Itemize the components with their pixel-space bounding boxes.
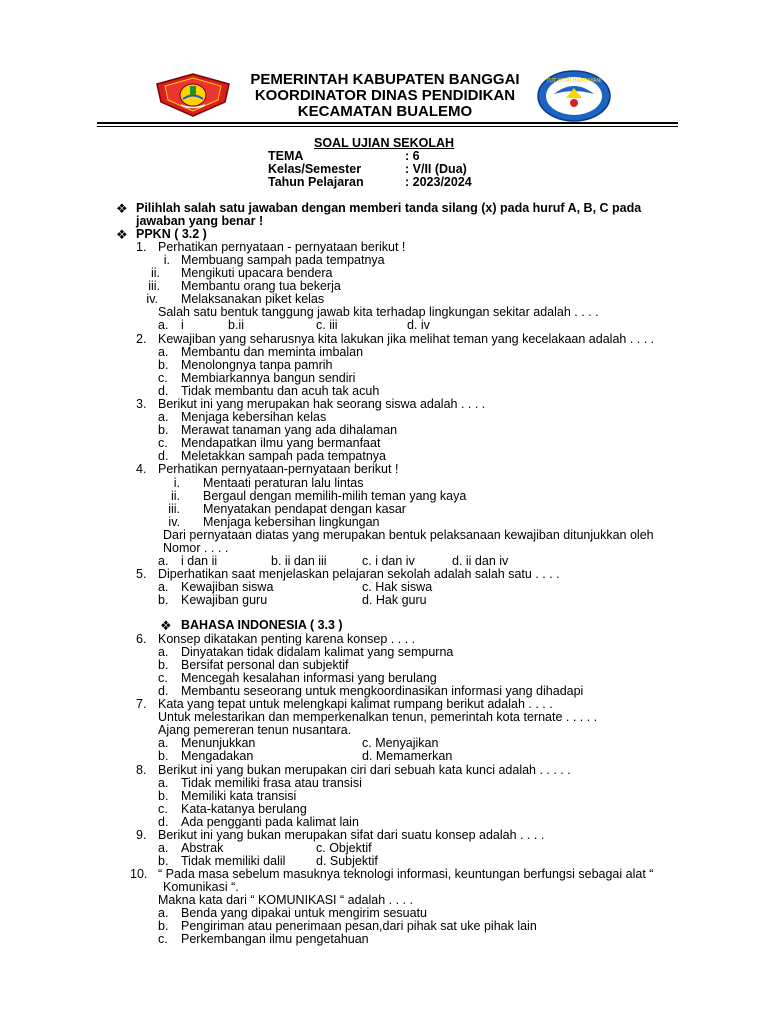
option-text: d. ii dan iv — [452, 554, 509, 568]
option-letter: a. — [158, 345, 169, 359]
option-letter: b. — [158, 749, 169, 763]
question-number: 2. — [136, 332, 147, 346]
option-text: Mendapatkan ilmu yang bermanfaat — [181, 436, 381, 450]
instruction-line-1: Pilihlah salah satu jawaban dengan memberi tanda silang (x) pada huruf A, B, C pada — [136, 201, 642, 215]
roman-numeral: i. — [163, 253, 170, 267]
option-letter: a. — [158, 554, 169, 568]
option-text: c. i dan iv — [362, 554, 415, 568]
option-text: Ada pengganti pada kalimat lain — [181, 815, 359, 829]
question-prompt: Salah satu bentuk tanggung jawab kita terhadap lingkungan sekitar adalah . . . . — [158, 305, 599, 319]
field-value: : V/II (Dua) — [405, 162, 467, 176]
header-rule-thick — [97, 122, 678, 124]
question-prompt: Makna kata dari “ KOMUNIKASI “ adalah . . . . — [158, 893, 413, 907]
option-text: b. ii dan iii — [271, 554, 327, 568]
question-number: 4. — [136, 462, 147, 476]
question-number: 7. — [136, 697, 147, 711]
option-letter: a. — [158, 318, 169, 332]
option-text: Tidak memiliki frasa atau transisi — [181, 776, 362, 790]
roman-numeral: ii. — [150, 266, 160, 280]
option-text: c. Hak siswa — [362, 580, 433, 594]
question-text: Diperhatikan saat menjelaskan pelajaran sekolah adalah salah satu . . . . — [158, 567, 560, 581]
field-label: TEMA — [268, 149, 304, 163]
option-text: Pengiriman atau penerimaan pesan,dari pihak sat uke pihak lain — [181, 919, 537, 933]
option-text: Kata-katanya berulang — [181, 802, 307, 816]
question-text: Perhatikan pernyataan - pernyataan berikut ! — [158, 240, 406, 254]
question-number: 9. — [136, 828, 147, 842]
question-number: 6. — [136, 632, 147, 646]
list-item: Mentaati peraturan lalu lintas — [203, 476, 364, 490]
question-text: Kewajiban yang seharusnya kita lakukan jika melihat teman yang kecelakaan adalah . . . . — [158, 332, 655, 346]
option-text: Membiarkannya bangun sendiri — [181, 371, 356, 385]
list-item: Menyatakan pendapat dengan kasar — [203, 502, 406, 516]
option-text: b.ii — [228, 318, 244, 332]
option-text: d. Hak guru — [362, 593, 427, 607]
option-text: Merawat tanaman yang ada dihalaman — [181, 423, 398, 437]
field-label: Kelas/Semester — [268, 162, 362, 176]
question-text: Berikut ini yang merupakan hak seorang siswa adalah . . . . — [158, 397, 486, 411]
option-text: Tidak membantu dan acuh tak acuh — [181, 384, 380, 398]
header-line-1: PEMERINTAH KABUPATEN BANGGAI — [250, 71, 520, 88]
roman-numeral: iv. — [146, 292, 158, 306]
question-number: 5. — [136, 567, 147, 581]
question-text: Berikut ini yang bukan merupakan sifat dari suatu konsep adalah . . . . — [158, 828, 545, 842]
option-letter: b. — [158, 423, 169, 437]
list-item: Menjaga kebersihan lingkungan — [203, 515, 380, 529]
list-item: Mengikuti upacara bendera — [181, 266, 333, 280]
option-text: Benda yang dipakai untuk mengirim sesuatu — [181, 906, 427, 920]
option-text: Abstrak — [181, 841, 224, 855]
question-prompt: Dari pernyataan diatas yang merupakan bentuk pelaksanaan kewajiban ditunjukkan oleh — [163, 528, 654, 542]
option-text: d. Subjektif — [316, 854, 378, 868]
list-item: Membuang sampah pada tempatnya — [181, 253, 385, 267]
roman-numeral: iii. — [168, 502, 180, 516]
question-text-continued: Komunikasi “. — [163, 880, 239, 894]
option-letter: d. — [158, 384, 169, 398]
option-letter: b. — [158, 919, 169, 933]
option-text: Memiliki kata transisi — [181, 789, 297, 803]
option-text: d. iv — [407, 318, 430, 332]
list-item: Melaksanakan piket kelas — [181, 292, 325, 306]
option-text: c. Menyajikan — [362, 736, 439, 750]
option-text: Bersifat personal dan subjektif — [181, 658, 349, 672]
logo-motto-text: TUT WURI HANDAYANI — [546, 78, 602, 84]
option-letter: a. — [158, 580, 169, 594]
option-letter: c. — [158, 371, 168, 385]
option-text: i dan ii — [181, 554, 218, 568]
question-text: “ Pada masa sebelum masuknya teknologi informasi, keuntungan berfungsi sebagai alat “ — [158, 867, 654, 881]
question-number: 10. — [130, 867, 148, 881]
instruction-line-2: jawaban yang benar ! — [136, 214, 264, 228]
option-letter: b. — [158, 593, 169, 607]
section-bahasa-indonesia-heading: BAHASA INDONESIA ( 3.3 ) — [181, 618, 343, 632]
option-letter: a. — [158, 410, 169, 424]
field-value: : 2023/2024 — [405, 175, 472, 189]
roman-numeral: iii. — [148, 279, 160, 293]
section-ppkn-heading: PPKN ( 3.2 ) — [136, 227, 207, 241]
option-letter: a. — [158, 841, 169, 855]
header-line-3: KECAMATAN BUALEMO — [297, 103, 473, 120]
question-text: Kata yang tepat untuk melengkapi kalimat rumpang berikut adalah . . . . — [158, 697, 553, 711]
question-text: Perhatikan pernyataan-pernyataan berikut ! — [158, 462, 399, 476]
option-letter: b. — [158, 358, 169, 372]
option-text: Kewajiban guru — [181, 593, 268, 607]
option-letter: a. — [158, 736, 169, 750]
question-number: 3. — [136, 397, 147, 411]
bullet-icon: ❖ — [160, 618, 172, 633]
list-item: Membantu orang tua bekerja — [181, 279, 341, 293]
bullet-icon: ❖ — [116, 227, 128, 242]
question-text: Konsep dikatakan penting karena konsep . . . . — [158, 632, 416, 646]
question-prompt: Untuk melestarikan dan memperkenalkan tenun, pemerintah kota ternate . . . . . — [158, 710, 598, 724]
option-letter: c. — [158, 932, 168, 946]
option-text: Dinyatakan tidak didalam kalimat yang sempurna — [181, 645, 454, 659]
option-text: Mencegah kesalahan informasi yang berulang — [181, 671, 437, 685]
option-text: Membantu seseorang untuk mengkoordinasikan informasi yang dihadapi — [181, 684, 584, 698]
option-letter: b. — [158, 658, 169, 672]
option-text: Mengadakan — [181, 749, 254, 763]
question-prompt: Nomor . . . . — [163, 541, 229, 555]
option-text: Perkembangan ilmu pengetahuan — [181, 932, 369, 946]
exam-title: SOAL UJIAN SEKOLAH — [314, 136, 455, 150]
question-number: 8. — [136, 763, 147, 777]
header-line-2: KOORDINATOR DINAS PENDIDIKAN — [254, 87, 516, 104]
option-text: c. iii — [316, 318, 338, 332]
roman-numeral: i. — [173, 476, 180, 490]
bullet-icon: ❖ — [116, 201, 128, 216]
field-value: : 6 — [405, 149, 420, 163]
option-text: Meletakkan sampah pada tempatnya — [181, 449, 386, 463]
roman-numeral: ii. — [170, 489, 180, 503]
option-letter: d. — [158, 684, 169, 698]
option-text: Menjaga kebersihan kelas — [181, 410, 327, 424]
option-letter: c. — [158, 671, 168, 685]
option-letter: d. — [158, 449, 169, 463]
option-letter: a. — [158, 906, 169, 920]
option-letter: c. — [158, 802, 168, 816]
option-text: Menolongnya tanpa pamrih — [181, 358, 333, 372]
header-rule-thin — [97, 126, 678, 127]
question-text: Berikut ini yang bukan merupakan ciri dari sebuah kata kunci adalah . . . . . — [158, 763, 571, 777]
option-text: c. Objektif — [316, 841, 372, 855]
option-letter: b. — [158, 854, 169, 868]
option-text: d. Memamerkan — [362, 749, 453, 763]
roman-numeral: iv. — [168, 515, 180, 529]
option-text: i — [181, 318, 184, 332]
option-letter: c. — [158, 436, 168, 450]
option-letter: b. — [158, 789, 169, 803]
field-label: Tahun Pelajaran — [268, 175, 364, 189]
option-text: Tidak memiliki dalil — [181, 854, 286, 868]
option-text: Kewajiban siswa — [181, 580, 274, 594]
option-letter: a. — [158, 645, 169, 659]
option-text: Menunjukkan — [181, 736, 256, 750]
option-letter: a. — [158, 776, 169, 790]
option-letter: d. — [158, 815, 169, 829]
question-number: 1. — [136, 240, 147, 254]
option-text: Membantu dan meminta imbalan — [181, 345, 364, 359]
question-prompt: Ajang pemereran tenun nusantara. — [158, 723, 352, 737]
list-item: Bergaul dengan memilih-milih teman yang kaya — [203, 489, 467, 503]
